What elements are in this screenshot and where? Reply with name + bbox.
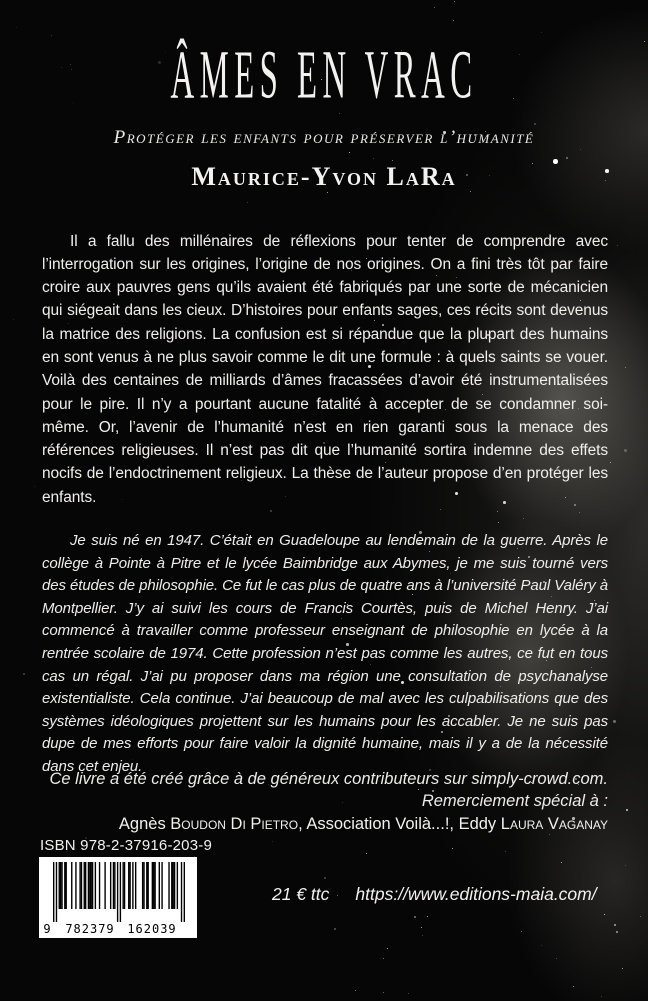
book-subtitle: Protéger les enfants pour préserver l’humanité	[113, 127, 535, 148]
crowdfunding-note: Ce livre a été créé grâce à de généreux contributeurs sur simply-crowd.com.	[49, 770, 608, 788]
barcode-digit-group: 162039	[125, 922, 179, 936]
price-label: 21 € ttc	[272, 884, 330, 904]
price-and-publisher-row	[272, 884, 612, 905]
contributor-segment: Boudon Di Pietro	[170, 815, 299, 833]
publisher-url: https://www.editions-maia.com/	[355, 884, 597, 904]
contributor-segment: , Association Voilà...!, Eddy	[298, 815, 501, 833]
contributor-segment: Laura Vaganay	[500, 815, 608, 833]
barcode-digit-group: 9	[43, 922, 51, 936]
contributor-segment: Agnès	[118, 815, 171, 833]
contributors-line	[42, 812, 608, 836]
synopsis-paragraph: Il a fallu des millénaires de réflexions pour tenter de comprendre avec l’interrogation sur les origines, l’origine de nos origines. On a fini très tôt par faire croire aux pauvres gens qu’ils avaient été fabriqués par une sorte de mécanicien qui siégeait dans les cieux. D’histoires pour enfants sages, ces récits sont devenus la matrice des religions. La confusion est si répandue que la plupart des humains en sont venus à ne plus savoir comme le dit une formule : à quels saints se vouer. Voilà des centaines de milliards d’âmes fracassées d’avoir été instrumentalisées pour le pire. Il n’y a pourtant aucune fatalité à accepter de se condamner soi-même. Or, l’avenir de l’humanité n’est en rien garanti sous la menace des références religieuses. Il n’est pas dit que l’humanité sortira indemne des effets nocifs de l’endoctrinement religieux. La thèse de l’auteur propose d’en protéger les enfants.	[42, 232, 608, 506]
barcode	[39, 857, 197, 938]
acknowledgements-block	[42, 768, 608, 836]
author-name: Maurice-Yvon LaRa	[191, 162, 457, 191]
special-thanks-label: Remerciement spécial à :	[421, 792, 608, 810]
author-bio-paragraph: Je suis né en 1947. C’était en Guadeloupe au lendemain de la guerre. Après le collège à Pointe à Pitre et le lycée Baimbridge aux Abymes, je me suis tourné vers des études de philosophie. Ce fut le cas plus de quatre ans à l’université Paul Valéry à Montpellier. J’y ai suivi les cours de Francis Courtès, puis de Michel Henry. J’ai commencé à travailler comme professeur enseignant de philosophie en lycée à la rentrée scolaire de 1974. Cette profession n’est pas comme les autres, ce fut en tous cas un régal. J’ai pu proposer dans ma région une consultation de psychanalyse existentialiste. Cela continue. J’ai beaucoup de mal avec les culpabilisations que des systèmes idéologiques projettent sur les humains pour les accabler. Je ne suis pas dupe de mes efforts pour faire valoir la dignité humaine, mais il y a de la nécessité dans cet enjeu.	[42, 532, 608, 775]
book-title: ÂMES EN VRAC	[170, 38, 478, 114]
isbn-label: ISBN 978-2-37916-203-9	[40, 837, 213, 854]
barcode-digit-group: 782379	[62, 922, 118, 936]
barcode-number	[39, 921, 197, 936]
barcode-bars	[53, 862, 185, 922]
